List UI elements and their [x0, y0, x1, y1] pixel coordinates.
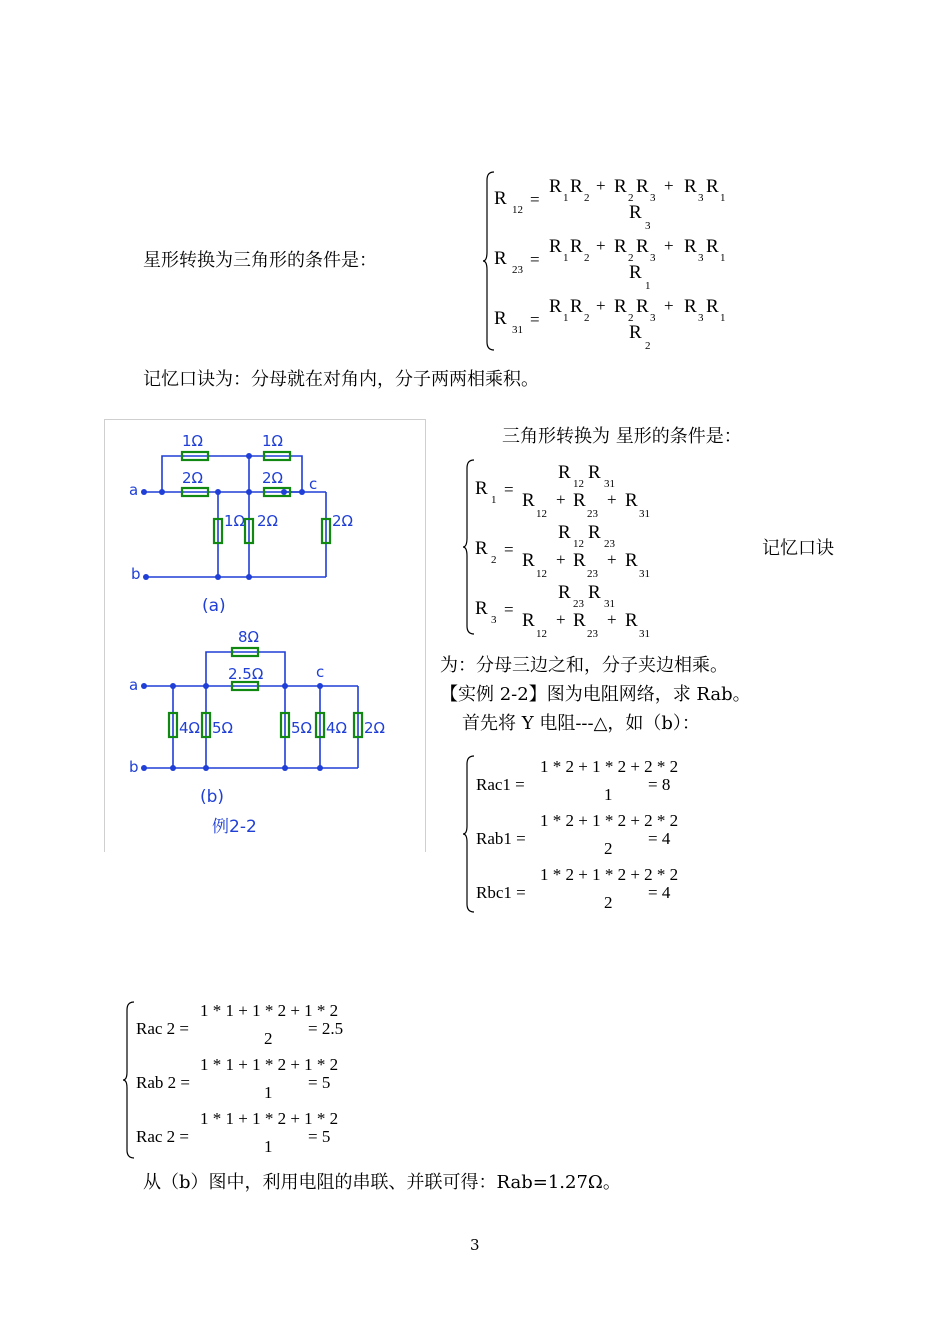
numerator-symbol: R	[570, 236, 583, 257]
numerator-subscript: 31	[604, 478, 615, 490]
numerator-symbol: R	[706, 176, 719, 197]
calc-result: = 5	[308, 1127, 331, 1146]
label-a-top-1: 1Ω	[182, 432, 204, 450]
calc-numerator: 1 * 1 + 1 * 2 + 1 * 2	[200, 1055, 339, 1074]
denominator-symbol: R	[625, 490, 638, 511]
numerator-symbol: R	[549, 296, 562, 317]
denominator-symbol: R	[522, 550, 535, 571]
numerator-symbol: R	[558, 462, 571, 483]
calc-denominator: 2	[264, 1029, 273, 1048]
calc-denominator: 2	[604, 893, 613, 912]
calc-denominator: 1	[604, 785, 613, 804]
numerator-subscript: 3	[698, 312, 704, 324]
denominator-symbol: R	[573, 550, 586, 571]
numerator-subscript: 23	[573, 598, 584, 610]
denominator-subscript: 3	[645, 220, 651, 232]
plus-sign: +	[664, 176, 674, 195]
lhs-symbol: R	[475, 478, 488, 499]
numerator-subscript: 3	[650, 312, 656, 324]
caption-b: (b)	[200, 787, 225, 807]
plus-sign: +	[556, 490, 566, 509]
circuit-a	[129, 432, 353, 616]
denominator-symbol: R	[629, 262, 642, 283]
delta-to-star-intro: 三角形转换为 星形的条件是：	[502, 426, 742, 447]
numerator-symbol: R	[636, 236, 649, 257]
numerator-symbol: R	[558, 582, 571, 603]
node-a-label-b: a	[129, 676, 139, 694]
label-a-vert-2: 2Ω	[257, 512, 279, 530]
plus-sign: +	[596, 296, 606, 315]
numerator-symbol: R	[706, 296, 719, 317]
calc-numerator: 1 * 1 + 1 * 2 + 1 * 2	[200, 1109, 339, 1128]
caption-a: (a)	[202, 596, 226, 616]
calc-lhs: Rbc1 =	[476, 883, 526, 902]
calc-numerator: 1 * 2 + 1 * 2 + 2 * 2	[540, 757, 679, 776]
plus-sign: +	[664, 296, 674, 315]
numerator-subscript: 1	[720, 312, 726, 324]
label-a-mid-2: 2Ω	[262, 469, 284, 487]
calc-lhs: Rab1 =	[476, 829, 526, 848]
numerator-symbol: R	[684, 176, 697, 197]
label-b-top: 8Ω	[238, 628, 260, 646]
denominator-subscript: 31	[639, 568, 650, 580]
denominator-subscript: 23	[587, 628, 598, 640]
lhs-subscript: 23	[512, 264, 523, 276]
label-a-vert-1: 1Ω	[224, 512, 246, 530]
plus-sign: +	[596, 176, 606, 195]
calc-result: = 4	[648, 883, 671, 902]
page-number: 3	[470, 1236, 480, 1254]
denominator-symbol: R	[522, 610, 535, 631]
node-b-label-a: b	[131, 565, 141, 583]
calc-denominator: 2	[604, 839, 613, 858]
numerator-symbol: R	[549, 176, 562, 197]
lhs-subscript: 3	[491, 614, 497, 626]
lhs-subscript: 31	[512, 324, 523, 336]
numerator-symbol: R	[636, 296, 649, 317]
calc-result: = 8	[648, 775, 671, 794]
denominator-subscript: 31	[639, 628, 650, 640]
node-c-label-b: c	[316, 663, 325, 681]
plus-sign: +	[607, 550, 617, 569]
numerator-subscript: 2	[584, 252, 590, 264]
numerator-subscript: 12	[573, 538, 584, 550]
calc-lhs: Rac1 =	[476, 775, 525, 794]
denominator-subscript: 23	[587, 508, 598, 520]
denominator-subscript: 1	[645, 280, 651, 292]
denominator-symbol: R	[629, 202, 642, 223]
numerator-subscript: 2	[628, 192, 634, 204]
numerator-symbol: R	[570, 176, 583, 197]
lhs-symbol: R	[494, 248, 507, 269]
mnemonic-2-end: 为：分母三边之和，分子夹边相乘。	[440, 655, 728, 676]
example-title: 【实例 2-2】图为电阻网络，求 Rab。	[440, 684, 751, 705]
calc-denominator: 1	[264, 1137, 273, 1156]
numerator-subscript: 1	[563, 192, 569, 204]
numerator-symbol: R	[588, 582, 601, 603]
plus-sign: +	[664, 236, 674, 255]
lhs-symbol: R	[475, 538, 488, 559]
plus-sign: +	[556, 610, 566, 629]
label-b-vert-4: 4Ω	[326, 719, 348, 737]
plus-sign: +	[607, 610, 617, 629]
label-b-mid: 2.5Ω	[228, 665, 264, 683]
numerator-subscript: 1	[563, 312, 569, 324]
numerator-subscript: 2	[584, 192, 590, 204]
numerator-symbol: R	[684, 236, 697, 257]
denominator-subscript: 12	[536, 568, 547, 580]
denominator-symbol: R	[522, 490, 535, 511]
numerator-symbol: R	[588, 522, 601, 543]
numerator-subscript: 3	[650, 192, 656, 204]
calc-lhs: Rac 2 =	[136, 1019, 190, 1038]
equals-sign: =	[530, 190, 540, 209]
equals-sign: =	[530, 310, 540, 329]
denominator-symbol: R	[625, 550, 638, 571]
denominator-subscript: 31	[639, 508, 650, 520]
calc-result: = 2.5	[308, 1019, 344, 1038]
numerator-symbol: R	[549, 236, 562, 257]
numerator-symbol: R	[558, 522, 571, 543]
label-a-mid-1: 2Ω	[182, 469, 204, 487]
numerator-symbol: R	[684, 296, 697, 317]
equals-sign: =	[530, 250, 540, 269]
lhs-subscript: 12	[512, 204, 523, 216]
numerator-subscript: 2	[584, 312, 590, 324]
lhs-subscript: 2	[491, 554, 497, 566]
label-a-top-2: 1Ω	[262, 432, 284, 450]
denominator-symbol: R	[625, 610, 638, 631]
label-a-vert-3: 2Ω	[332, 512, 354, 530]
numerator-symbol: R	[588, 462, 601, 483]
equals-sign: =	[504, 600, 514, 619]
numerator-subscript: 3	[698, 192, 704, 204]
numerator-symbol: R	[706, 236, 719, 257]
label-b-vert-3: 5Ω	[291, 719, 313, 737]
star-to-delta-intro: 星形转换为三角形的条件是：	[143, 250, 377, 271]
node-a-label-a: a	[129, 481, 139, 499]
numerator-symbol: R	[570, 296, 583, 317]
numerator-subscript: 1	[563, 252, 569, 264]
denominator-subscript: 2	[645, 340, 651, 352]
numerator-symbol: R	[614, 236, 627, 257]
equals-sign: =	[504, 540, 514, 559]
lhs-symbol: R	[494, 308, 507, 329]
numerator-symbol: R	[614, 296, 627, 317]
lhs-symbol: R	[475, 598, 488, 619]
node-c-label-a: c	[309, 475, 318, 493]
numerator-subscript: 2	[628, 252, 634, 264]
numerator-subscript: 23	[604, 538, 615, 550]
calc-result: = 5	[308, 1073, 331, 1092]
node-b-label-b: b	[129, 758, 139, 776]
numerator-subscript: 3	[698, 252, 704, 264]
left-brace-2	[462, 458, 476, 638]
denominator-symbol: R	[573, 490, 586, 511]
mnemonic-1: 记忆口诀为：分母就在对角内，分子两两相乘积。	[143, 369, 539, 390]
numerator-symbol: R	[614, 176, 627, 197]
numerator-subscript: 1	[720, 252, 726, 264]
calc-numerator: 1 * 2 + 1 * 2 + 2 * 2	[540, 865, 679, 884]
denominator-subscript: 12	[536, 628, 547, 640]
label-b-vert-2: 5Ω	[212, 719, 234, 737]
denominator-symbol: R	[629, 322, 642, 343]
calc-lhs: Rab 2 =	[136, 1073, 190, 1092]
lhs-symbol: R	[494, 188, 507, 209]
figure-title: 例2-2	[212, 817, 257, 837]
lhs-subscript: 1	[491, 494, 497, 506]
plus-sign: +	[556, 550, 566, 569]
numerator-subscript: 12	[573, 478, 584, 490]
equals-sign: =	[504, 480, 514, 499]
denominator-symbol: R	[573, 610, 586, 631]
numerator-symbol: R	[636, 176, 649, 197]
calc-numerator: 1 * 1 + 1 * 2 + 1 * 2	[200, 1001, 339, 1020]
first-step: 首先将 Y 电阻---△，如（b）：	[462, 713, 700, 734]
mnemonic-2-start: 记忆口诀	[762, 538, 834, 559]
label-b-vert-1: 4Ω	[179, 719, 201, 737]
circuit-figure	[104, 419, 424, 851]
calc-denominator: 1	[264, 1083, 273, 1102]
left-brace-3	[462, 754, 476, 916]
circuit-b	[129, 628, 385, 837]
numerator-subscript: 3	[650, 252, 656, 264]
calc-lhs: Rac 2 =	[136, 1127, 190, 1146]
left-brace-4	[122, 1000, 136, 1162]
denominator-subscript: 23	[587, 568, 598, 580]
numerator-subscript: 31	[604, 598, 615, 610]
calc-numerator: 1 * 2 + 1 * 2 + 2 * 2	[540, 811, 679, 830]
calc-result: = 4	[648, 829, 671, 848]
label-b-vert-5: 2Ω	[364, 719, 386, 737]
plus-sign: +	[596, 236, 606, 255]
numerator-subscript: 1	[720, 192, 726, 204]
conclusion: 从（b）图中，利用电阻的串联、并联可得：Rab=1.27Ω。	[143, 1172, 621, 1193]
plus-sign: +	[607, 490, 617, 509]
numerator-subscript: 2	[628, 312, 634, 324]
denominator-subscript: 12	[536, 508, 547, 520]
